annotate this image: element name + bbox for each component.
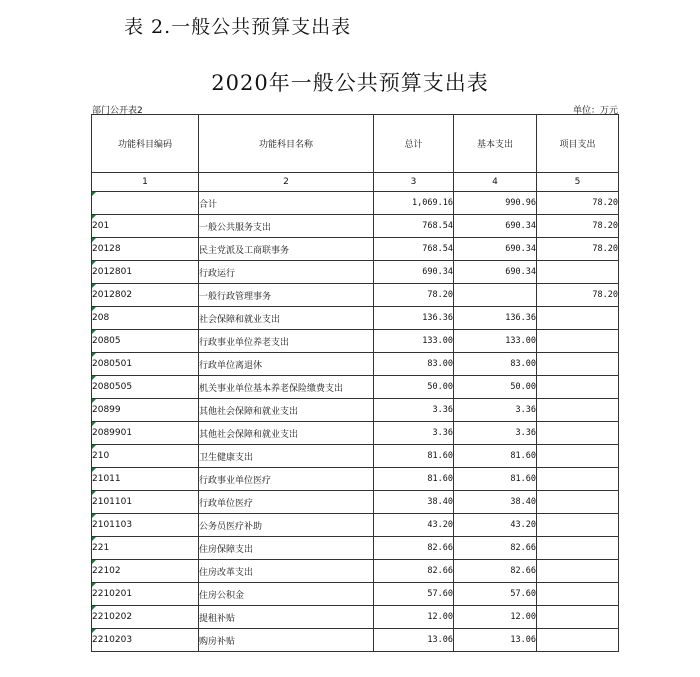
row-project (537, 422, 619, 445)
table-header (92, 115, 619, 192)
row-total: 13.06 (374, 629, 454, 652)
row-basic: 3.36 (454, 422, 537, 445)
row-code: 2012802 (92, 284, 199, 307)
table-row (92, 606, 619, 629)
row-basic: 690.34 (454, 238, 537, 261)
table-body (92, 192, 619, 652)
row-name: 公务员医疗补助 (199, 514, 374, 537)
row-code: 21011 (92, 468, 199, 491)
row-name: 卫生健康支出 (199, 445, 374, 468)
index-cell: 4 (454, 173, 537, 192)
row-project (537, 537, 619, 560)
header-code: 功能科目编码 (92, 115, 199, 173)
row-code: 22102 (92, 560, 199, 583)
form-number: 部门公开表2 (92, 106, 143, 116)
header-total: 总计 (374, 115, 454, 173)
row-code: 201 (92, 215, 199, 238)
row-total: 57.60 (374, 583, 454, 606)
index-cell: 1 (92, 173, 199, 192)
row-total: 133.00 (374, 330, 454, 353)
table-row (92, 537, 619, 560)
row-project (537, 376, 619, 399)
table-row (92, 192, 619, 215)
table-row (92, 468, 619, 491)
row-name: 一般公共服务支出 (199, 215, 374, 238)
table-row (92, 284, 619, 307)
row-basic: 81.60 (454, 445, 537, 468)
row-basic: 136.36 (454, 307, 537, 330)
row-name: 社会保障和就业支出 (199, 307, 374, 330)
row-basic: 81.60 (454, 468, 537, 491)
row-code: 20805 (92, 330, 199, 353)
table-row (92, 491, 619, 514)
row-code: 2080505 (92, 376, 199, 399)
row-basic: 133.00 (454, 330, 537, 353)
row-code: 2210201 (92, 583, 199, 606)
table-row (92, 514, 619, 537)
row-basic: 83.00 (454, 353, 537, 376)
row-name: 其他社会保障和就业支出 (199, 422, 374, 445)
row-name: 购房补贴 (199, 629, 374, 652)
row-total: 50.00 (374, 376, 454, 399)
table-row (92, 629, 619, 652)
budget-table (91, 114, 619, 652)
row-basic: 3.36 (454, 399, 537, 422)
row-name: 住房保障支出 (199, 537, 374, 560)
row-basic: 690.34 (454, 215, 537, 238)
row-project: 78.20 (537, 238, 619, 261)
row-code: 2210202 (92, 606, 199, 629)
row-basic: 38.40 (454, 491, 537, 514)
row-name: 合计 (199, 192, 374, 215)
row-total: 3.36 (374, 399, 454, 422)
table-row (92, 307, 619, 330)
row-name: 其他社会保障和就业支出 (199, 399, 374, 422)
table-row (92, 261, 619, 284)
row-name: 机关事业单位基本养老保险缴费支出 (199, 376, 374, 399)
row-code: 208 (92, 307, 199, 330)
row-basic: 82.66 (454, 537, 537, 560)
row-code: 2089901 (92, 422, 199, 445)
row-project (537, 514, 619, 537)
table-row (92, 376, 619, 399)
table-row (92, 238, 619, 261)
header-basic: 基本支出 (454, 115, 537, 173)
header-project: 项目支出 (537, 115, 619, 173)
row-total: 83.00 (374, 353, 454, 376)
header-name: 功能科目名称 (199, 115, 374, 173)
row-total: 768.54 (374, 238, 454, 261)
row-code (92, 192, 199, 215)
row-total: 1,069.16 (374, 192, 454, 215)
row-basic: 57.60 (454, 583, 537, 606)
row-project (537, 606, 619, 629)
row-total: 43.20 (374, 514, 454, 537)
index-cell: 3 (374, 173, 454, 192)
row-code: 20899 (92, 399, 199, 422)
row-total: 136.36 (374, 307, 454, 330)
row-code: 210 (92, 445, 199, 468)
row-name: 行政运行 (199, 261, 374, 284)
row-name: 住房改革支出 (199, 560, 374, 583)
row-project (537, 445, 619, 468)
table-row (92, 422, 619, 445)
row-code: 2101101 (92, 491, 199, 514)
table-row (92, 215, 619, 238)
unit-label: 单位：万元 (572, 106, 618, 116)
row-basic: 50.00 (454, 376, 537, 399)
table-caption: 表 2.一般公共预算支出表 (124, 16, 352, 38)
column-index-row (92, 173, 619, 192)
row-total: 3.36 (374, 422, 454, 445)
row-total: 81.60 (374, 468, 454, 491)
row-total: 38.40 (374, 491, 454, 514)
row-code: 20128 (92, 238, 199, 261)
row-name: 住房公积金 (199, 583, 374, 606)
table-row (92, 583, 619, 606)
row-total: 82.66 (374, 560, 454, 583)
row-project (537, 399, 619, 422)
row-basic: 12.00 (454, 606, 537, 629)
row-basic: 43.20 (454, 514, 537, 537)
row-name: 一般行政管理事务 (199, 284, 374, 307)
row-project (537, 491, 619, 514)
row-project (537, 353, 619, 376)
row-code: 2012801 (92, 261, 199, 284)
row-project: 78.20 (537, 215, 619, 238)
row-name: 行政事业单位医疗 (199, 468, 374, 491)
row-name: 提租补贴 (199, 606, 374, 629)
row-project (537, 468, 619, 491)
table-row (92, 560, 619, 583)
table-row (92, 399, 619, 422)
row-name: 行政单位医疗 (199, 491, 374, 514)
row-basic (454, 284, 537, 307)
row-code: 2080501 (92, 353, 199, 376)
row-project (537, 629, 619, 652)
row-total: 12.00 (374, 606, 454, 629)
row-basic: 82.66 (454, 560, 537, 583)
page-title: 2020年一般公共预算支出表 (211, 71, 489, 95)
index-cell: 2 (199, 173, 374, 192)
row-project (537, 330, 619, 353)
row-project: 78.20 (537, 192, 619, 215)
row-code: 221 (92, 537, 199, 560)
table-row (92, 445, 619, 468)
row-total: 768.54 (374, 215, 454, 238)
row-basic: 990.96 (454, 192, 537, 215)
index-cell: 5 (537, 173, 619, 192)
row-project (537, 307, 619, 330)
row-project: 78.20 (537, 284, 619, 307)
table-row (92, 330, 619, 353)
row-basic: 13.06 (454, 629, 537, 652)
row-total: 690.34 (374, 261, 454, 284)
table-row (92, 353, 619, 376)
row-project (537, 261, 619, 284)
row-total: 78.20 (374, 284, 454, 307)
row-total: 81.60 (374, 445, 454, 468)
row-project (537, 560, 619, 583)
row-name: 民主党派及工商联事务 (199, 238, 374, 261)
row-name: 行政事业单位养老支出 (199, 330, 374, 353)
row-code: 2101103 (92, 514, 199, 537)
row-code: 2210203 (92, 629, 199, 652)
row-name: 行政单位离退休 (199, 353, 374, 376)
row-project (537, 583, 619, 606)
row-total: 82.66 (374, 537, 454, 560)
row-basic: 690.34 (454, 261, 537, 284)
